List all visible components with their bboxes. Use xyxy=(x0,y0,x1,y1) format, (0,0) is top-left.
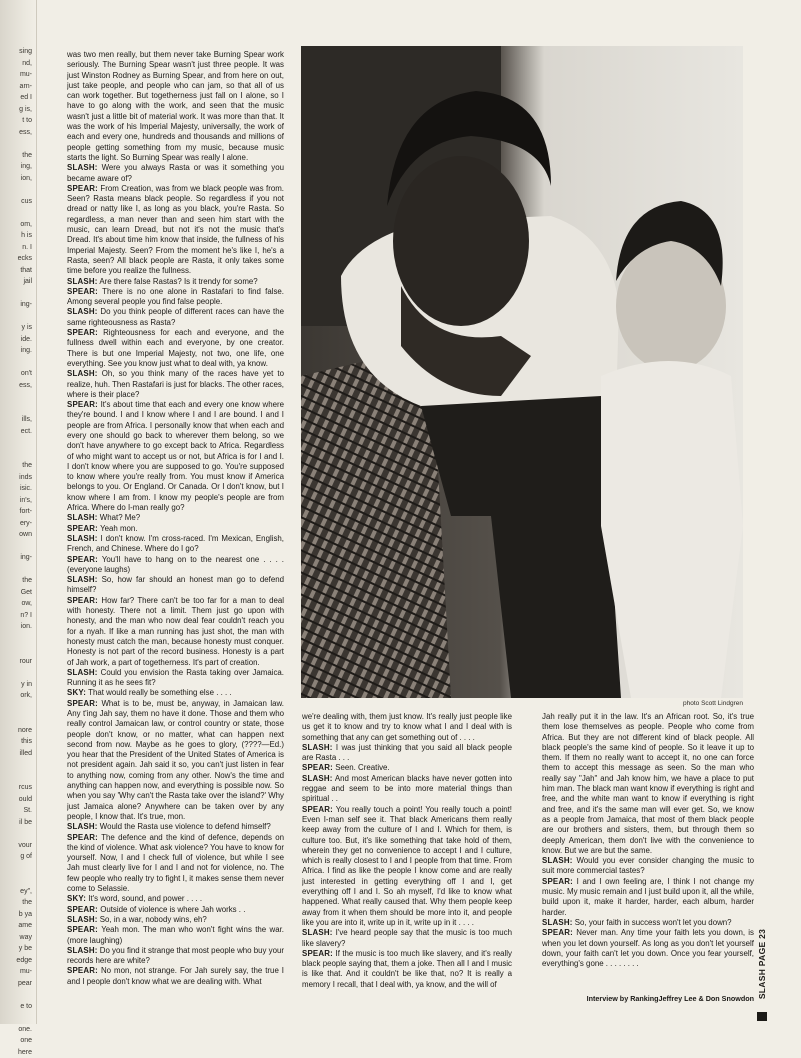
paragraph-text: What is to be, must be, anyway, in Jamaican law. Any t'ing Jah say, them no have it done. Those and them who really control Jamaican law, or control country or state, those people don't know, or no matter, what can happen next second from now. Maybe as he goes to glory, (????—Ed.) you hear that the President of the United States of America is not president again. Jah said it so, you can't just listen in fear to anything now, coming from any other. Now's the time and anything can happen now, and everything is possible now. So when you say 'Why can't the Rasta take over the island?' Why just Jamaica alone? Anywhere can be taken over by any people, I know that. It's true, mon. xyxy=(67,699,284,821)
byline: Interview by RankingJeffrey Lee & Don Snowdon xyxy=(542,994,754,1003)
interview-paragraph xyxy=(67,699,284,823)
bleed-fragment: e to xyxy=(2,1001,32,1013)
bleed-fragment xyxy=(2,702,32,714)
paragraph-text: So, your faith in success won't let you down? xyxy=(575,918,732,927)
bleed-fragment: in's, xyxy=(2,495,32,507)
paragraph-text: How far? There can't be too far for a man to deal with honesty. There not a limit. Them just go upon with honesty, and the man who now deal fear couldn't reach you for a nyah. If like a man running has just shot, the man with honesty must catch the man, because honesty must conquer. Honesty is not part of the record business. Honesty is a part of Jah work, a part of togetherness. It's part of creation. xyxy=(67,596,284,667)
paragraph-text: I and I own feeling are, I think I not change my music. My music remain and I just build upon it, all the while, build upon it, make it harder, harder, each album, harder harder. xyxy=(542,877,754,917)
bleed-fragment: om, xyxy=(2,219,32,231)
paragraph-text: Do you find it strange that most people who buy your records here are white? xyxy=(67,946,284,965)
folio xyxy=(754,916,770,1012)
interview-paragraph xyxy=(67,163,284,184)
bleed-fragment xyxy=(2,288,32,300)
speaker-label: SLASH: xyxy=(67,915,98,924)
paragraph-text: I was just thinking that you said all black people are Rasta . . . xyxy=(302,743,512,762)
bleed-fragment: g is, xyxy=(2,104,32,116)
bleed-fragment: own xyxy=(2,529,32,541)
interview-paragraph xyxy=(67,400,284,513)
bleed-fragment: the xyxy=(2,575,32,587)
bleed-fragment: t to xyxy=(2,115,32,127)
interview-paragraph xyxy=(67,524,284,534)
interview-paragraph xyxy=(67,596,284,668)
bleed-fragment xyxy=(2,828,32,840)
article-column-1 xyxy=(67,50,284,1010)
paragraph-text: From Creation, was from we black people was from. Seen? Rasta means black people. So regardless if you not dread or natty like I, as long as you black, you're Rasta. So regardless, a man never than and seen him start with the music, can learn Dread, but not it's not the music that's Dread. It's about time him know that inside, the fullness of his Imperial Majesty. Seen? From the moment he's like I, he's a Rasta, seen? All black people are Rasta, it only takes some time before you realize the fullness. xyxy=(67,184,284,275)
paragraph-text: I don't know. I'm cross-raced. I'm Mexican, English, French, and Chinese. Where do I go? xyxy=(67,534,284,553)
speaker-label: SPEAR: xyxy=(67,287,98,296)
bleed-fragment: isic. xyxy=(2,483,32,495)
paragraph-text: So, in a war, nobody wins, eh? xyxy=(100,915,207,924)
interview-paragraph xyxy=(302,805,512,929)
bleed-fragment xyxy=(2,874,32,886)
paragraph-text: was two men really, but them never take Burning Spear work seriously. The Burning Spear wasn't just three people. It was just Winston Rodney as Burning Spear, and from here on out, just take people, and people who can jam, so that all of us can work together. But togetherness just fall on I alone, so I have to go along with the work, and seen that the music wasn't just a little bit of material work. It was more than that. It was the work of his Imperial Majesty, universally, the work of each and every one, hundreds and thousands and millions of people getting something from my music, because music starts the light. So Burning Spear was really I alone. xyxy=(67,50,284,162)
bleed-fragment: that xyxy=(2,265,32,277)
speaker-label: SLASH: xyxy=(67,822,98,831)
paragraph-text: Would you ever consider changing the music to suit more commercial tastes? xyxy=(542,856,754,875)
paragraph-text: Were you always Rasta or was it something you became aware of? xyxy=(67,163,284,182)
bleed-fragment: rcus xyxy=(2,782,32,794)
bleed-fragment: cus xyxy=(2,196,32,208)
bleed-fragment: ow, xyxy=(2,598,32,610)
interview-paragraph xyxy=(67,50,284,163)
interview-paragraph xyxy=(67,555,284,576)
paragraph-text: Jah really put it in the law. It's an African root. So, it's true them lose themselves as people. People who come from Africa. But they are not different kind of black people. All black people's the same kind of people. So it leave it up to them. If them no really want to accept it, no one can force them to accept this message as seen. So the man who really say "Jah" and Jah know him, we have a place to put him man. The black man want know if everything is right and free, and the white man want to know if everything is right and free, and it's the same man will ever get. So, we know as a people from Jamaica, that most of them black people are our brothers and sisters, them, but through them so deeply American, them don't live with the convenience to know. But we are but the same. xyxy=(542,712,754,855)
paragraph-text: The defence and the kind of defence, depends on the kind of violence. What ask violence? You have to know for yourself. Now, I and I check full of violence, but while I see Jah must clearly live for I and I and not for violence, no. The few people who really try to fight I, it makes sense them never come to Selassie. xyxy=(67,833,284,893)
paragraph-text: That would really be something else . . . . xyxy=(88,688,231,697)
interview-paragraph xyxy=(67,833,284,895)
bleed-fragment xyxy=(2,403,32,415)
bleed-fragment: b ya xyxy=(2,909,32,921)
paragraph-text: we're dealing with, them just know. It's really just people like us get it to know and try to know what I and I deal with is something that any can get something out of . . . . xyxy=(302,712,512,742)
interview-paragraph xyxy=(67,894,284,904)
bleed-fragment xyxy=(2,863,32,875)
bleed-fragment xyxy=(2,644,32,656)
article-column-3 xyxy=(542,712,754,1012)
bleed-fragment xyxy=(2,989,32,1001)
bleed-fragment: il be xyxy=(2,817,32,829)
interview-paragraph xyxy=(67,688,284,698)
speaker-label: SPEAR: xyxy=(67,524,98,533)
interview-paragraph xyxy=(67,925,284,946)
bleed-fragment: g of xyxy=(2,851,32,863)
bleed-fragment: edge xyxy=(2,955,32,967)
speaker-label: SLASH: xyxy=(67,668,98,677)
bleed-fragment: mu- xyxy=(2,69,32,81)
bleed-fragment: n? I xyxy=(2,610,32,622)
speaker-label: SLASH: xyxy=(67,534,98,543)
paragraph-text: You really touch a point! You really touch a point! Even I-man self see it. That black Americans them really keep away from the culture of I and I. Which for them, is culture too. But, it's like something that take hold of them, wherein they get no convenience to accept I and I culture, which is really closest to I and I people from that time. From Africa. I find as like the people I know come and are really just interested in getting everything off I and I, get everything off I and I. So ah myself, I'd like to know what happened. What really caused that. Why them people keep away from it when them should be more into it, and people like you are into it, write up in it, write up in it . . . . xyxy=(302,805,512,927)
interview-paragraph xyxy=(302,774,512,805)
bleed-fragment xyxy=(2,357,32,369)
bleed-fragment xyxy=(2,437,32,449)
interview-paragraph xyxy=(302,949,512,990)
speaker-label: SPEAR: xyxy=(302,949,333,958)
paragraph-text: There is no one alone in Rastafari to find false. Among several people you find false people. xyxy=(67,287,284,306)
mans-face xyxy=(393,156,529,326)
bleed-fragment: mu- xyxy=(2,966,32,978)
paragraph-text: Yeah mon. The man who won't fight wins the war. (more laughing) xyxy=(67,925,284,944)
interview-paragraph xyxy=(302,928,512,949)
photo-burning-spear-with-child xyxy=(301,46,743,698)
interview-paragraph xyxy=(302,712,512,743)
speaker-label: SLASH: xyxy=(542,856,573,865)
bleed-fragment: ecks xyxy=(2,253,32,265)
interview-paragraph xyxy=(542,877,754,918)
bleed-fragment xyxy=(2,1012,32,1024)
paragraph-text: No mon, not strange. For Jah surely say, the true I and I people don't know what we are dealing with. What xyxy=(67,966,284,985)
bleed-fragment: inds xyxy=(2,472,32,484)
speaker-label: SPEAR: xyxy=(67,328,98,337)
speaker-label: SLASH: xyxy=(67,513,98,522)
bleed-fragment: ing- xyxy=(2,299,32,311)
interview-paragraph xyxy=(67,369,284,400)
speaker-label: SPEAR: xyxy=(302,763,333,772)
bleed-fragment: the xyxy=(2,897,32,909)
bleed-fragment: n. I xyxy=(2,242,32,254)
bleed-fragment: nore xyxy=(2,725,32,737)
speaker-label: SPEAR: xyxy=(67,400,98,409)
speaker-label: SLASH: xyxy=(67,163,98,172)
bleed-fragment: Get xyxy=(2,587,32,599)
photo-credit: photo Scott Lindgren xyxy=(600,700,743,707)
paragraph-text: Righteousness for each and everyone, and the fullness dwell within each and everyone, by one creator. There is but one Imperial Majesty, not two, one life, one everything. See you know just what to deal with, ya know. xyxy=(67,328,284,368)
paragraph-text: You'll have to hang on to the nearest one . . . . (everyone laughs) xyxy=(67,555,284,574)
interview-paragraph xyxy=(542,928,754,969)
bleed-fragment: ion. xyxy=(2,621,32,633)
speaker-label: SLASH: xyxy=(542,918,573,927)
interview-paragraph xyxy=(67,307,284,328)
paragraph-text: Could you envision the Rasta taking over Jamaica. Running it as he sees fit? xyxy=(67,668,284,687)
bleed-fragment: h is xyxy=(2,230,32,242)
speaker-label: SPEAR: xyxy=(67,699,98,708)
bleed-fragment: y be xyxy=(2,943,32,955)
bleed-fragment: pear xyxy=(2,978,32,990)
bleed-fragment: jail xyxy=(2,276,32,288)
speaker-label: SPEAR: xyxy=(67,184,98,193)
speaker-label: SPEAR: xyxy=(67,555,98,564)
bleed-fragment: ect. xyxy=(2,426,32,438)
paragraph-text: It's word, sound, and power . . . . xyxy=(88,894,202,903)
interview-paragraph xyxy=(67,277,284,287)
bleed-fragment xyxy=(2,184,32,196)
interview-paragraph xyxy=(302,743,512,764)
bleed-fragment: ed I xyxy=(2,92,32,104)
bleed-fragment: rour xyxy=(2,656,32,668)
paragraph-text: Oh, so you think many of the races have yet to realize, huh. Then Rastafari is just for blacks. The other races, where is their place? xyxy=(67,369,284,399)
bleed-fragment: sing xyxy=(2,46,32,58)
paragraph-text: So, how far should an honest man go to defend himself? xyxy=(67,575,284,594)
bleed-fragment: ills, xyxy=(2,414,32,426)
interview-paragraph xyxy=(67,287,284,308)
bleed-fragment xyxy=(2,449,32,461)
paragraph-text: What? Me? xyxy=(100,513,140,522)
bleed-fragment: here xyxy=(2,1047,32,1058)
interview-paragraph xyxy=(67,905,284,915)
speaker-label: SKY: xyxy=(67,688,86,697)
bleed-fragment: St. xyxy=(2,805,32,817)
speaker-label: SLASH: xyxy=(67,575,98,584)
bleed-fragment: one. xyxy=(2,1024,32,1036)
bleed-fragment: fort- xyxy=(2,506,32,518)
bleed-fragment: ey", xyxy=(2,886,32,898)
bleed-fragment xyxy=(2,633,32,645)
interview-paragraph xyxy=(67,328,284,369)
speaker-label: SPEAR: xyxy=(302,805,333,814)
paragraph-text: Would the Rasta use violence to defend himself? xyxy=(100,822,271,831)
interview-paragraph xyxy=(67,184,284,277)
adjacent-page-bleed xyxy=(2,46,32,1058)
speaker-label: SLASH: xyxy=(302,774,333,783)
bleed-fragment: on't xyxy=(2,368,32,380)
interview-paragraph xyxy=(67,822,284,832)
bleed-fragment xyxy=(2,391,32,403)
interview-paragraph xyxy=(67,534,284,555)
interview-paragraph xyxy=(67,966,284,987)
interview-paragraph xyxy=(67,946,284,967)
bleed-fragment: y is xyxy=(2,322,32,334)
bleed-fragment: the xyxy=(2,150,32,162)
paragraph-text: I've heard people say that the music is too much like slavery? xyxy=(302,928,512,947)
speaker-label: SPEAR: xyxy=(67,833,98,842)
bleed-fragment: the xyxy=(2,460,32,472)
bleed-fragment xyxy=(2,771,32,783)
bleed-fragment: ess, xyxy=(2,380,32,392)
speaker-label: SLASH: xyxy=(67,946,98,955)
bleed-fragment: ess, xyxy=(2,127,32,139)
speaker-label: SLASH: xyxy=(67,277,98,286)
bleed-fragment xyxy=(2,667,32,679)
interview-paragraph xyxy=(67,915,284,925)
bleed-fragment xyxy=(2,564,32,576)
interview-paragraph xyxy=(542,856,754,877)
bleed-fragment: ion, xyxy=(2,173,32,185)
bleed-fragment: this xyxy=(2,736,32,748)
speaker-label: SLASH: xyxy=(302,928,333,937)
paragraph-text: Never man. Any time your faith lets you down, is when you let down yourself. As long as you don't let yourself down, your faith can't let you down. Once you fear yourself, everything's gone . . . . . . . . xyxy=(542,928,754,968)
paragraph-text: Are there false Rastas? Is it trendy for some? xyxy=(99,277,257,286)
bleed-fragment: vour xyxy=(2,840,32,852)
bleed-fragment: ame xyxy=(2,920,32,932)
bleed-fragment: ing, xyxy=(2,161,32,173)
speaker-label: SPEAR: xyxy=(67,596,98,605)
bleed-fragment xyxy=(2,207,32,219)
paragraph-text: Yeah mon. xyxy=(100,524,137,533)
paragraph-text: Do you think people of different races can have the same righteousness as Rasta? xyxy=(67,307,284,326)
speaker-label: SLASH: xyxy=(67,369,98,378)
bleed-fragment: ide. xyxy=(2,334,32,346)
paragraph-text: And most American blacks have never gotten into reggae and seem to be into more material things than spiritual . . xyxy=(302,774,512,804)
speaker-label: SLASH: xyxy=(302,743,333,752)
speaker-label: SPEAR: xyxy=(67,966,98,975)
interview-paragraph xyxy=(67,575,284,596)
paragraph-text: If the music is too much like slavery, and it's really black people saying that, them a joke. Then all I and I music is like that. And it couldn't be like that, no? It is really a memory I recall, that I deal with, ya know, and the will of xyxy=(302,949,512,989)
page-number: SLASH PAGE 23 xyxy=(757,929,767,999)
bleed-fragment: illed xyxy=(2,748,32,760)
paragraph-text: It's about time that each and every one know where they're bound. I and I know where I and I are bound. I and I people are from Africa. I personally know that when each and every one should go back to wherever them belong, so we don't have anywhere to go except back to Africa. Regardless of who might want to accept us or not, but Africa is for I and I. I don't know where you are supposed to go. You're supposed to know where you're really from. You must know if America belongs to you. Or England. Or Canada. Or I don't know, but I know where I am from. I know my people's people are from Africa. Where do I-man really go? xyxy=(67,400,284,512)
bleed-fragment: y in xyxy=(2,679,32,691)
bleed-fragment: ork, xyxy=(2,690,32,702)
bleed-fragment: ing- xyxy=(2,552,32,564)
paragraph-text: Outside of violence is where Jah works . . xyxy=(100,905,245,914)
bleed-fragment xyxy=(2,138,32,150)
bleed-fragment: one xyxy=(2,1035,32,1047)
bleed-fragment: ould xyxy=(2,794,32,806)
interview-paragraph xyxy=(542,712,754,856)
speaker-label: SPEAR: xyxy=(67,925,98,934)
bleed-fragment xyxy=(2,713,32,725)
photo-illustration xyxy=(301,46,743,698)
bleed-fragment: way xyxy=(2,932,32,944)
interview-paragraph xyxy=(67,668,284,689)
speaker-label: SKY: xyxy=(67,894,86,903)
bleed-fragment: ery- xyxy=(2,518,32,530)
child-outfit xyxy=(601,361,743,698)
bleed-fragment: arn- xyxy=(2,81,32,93)
speaker-label: SLASH: xyxy=(67,307,98,316)
bleed-fragment xyxy=(2,541,32,553)
bleed-fragment xyxy=(2,759,32,771)
bleed-fragment: nd, xyxy=(2,58,32,70)
paragraph-text: Seen. Creative. xyxy=(335,763,389,772)
interview-paragraph xyxy=(542,918,754,928)
interview-paragraph xyxy=(302,763,512,773)
bleed-fragment: ing. xyxy=(2,345,32,357)
speaker-label: SPEAR: xyxy=(542,928,573,937)
article-column-2 xyxy=(302,712,512,1012)
speaker-label: SPEAR: xyxy=(67,905,98,914)
bleed-fragment xyxy=(2,311,32,323)
interview-paragraph xyxy=(67,513,284,523)
folio-mark xyxy=(757,1012,767,1021)
speaker-label: SPEAR: xyxy=(542,877,573,886)
